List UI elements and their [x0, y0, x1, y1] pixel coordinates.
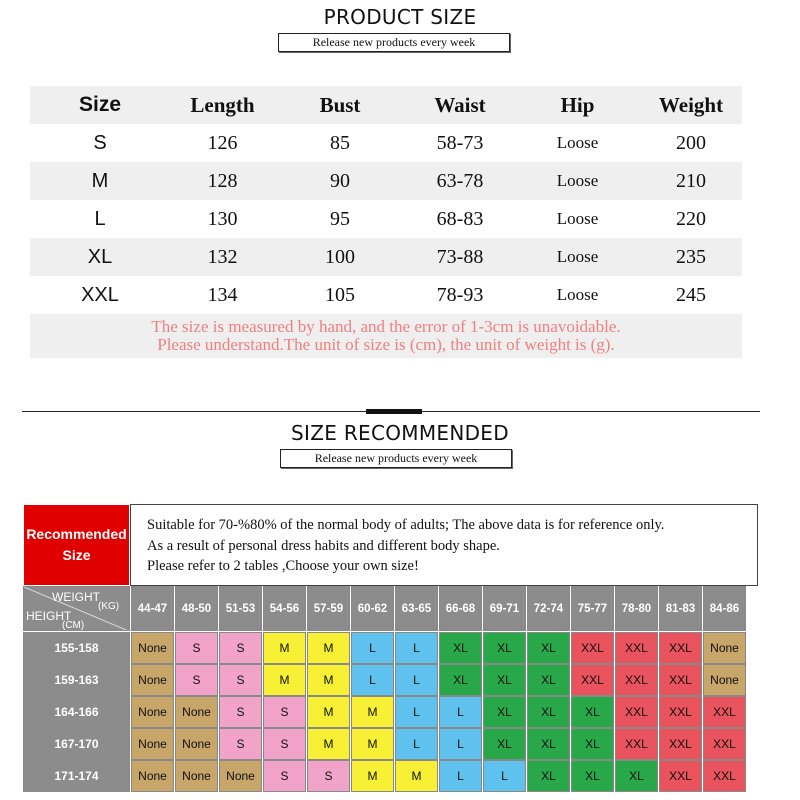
recommended-label-line-1: Recommended [26, 526, 127, 542]
table-row [23, 696, 758, 728]
size-table-header [30, 86, 742, 124]
size-recommend-cell: S [175, 632, 218, 664]
weight-cell: 245 [676, 283, 706, 306]
weight-header-cell: 44-47 [131, 586, 174, 631]
weight-header-cell: 84-86 [703, 586, 746, 631]
weight-header-cell: 81-83 [659, 586, 702, 631]
weight-cell: 200 [676, 131, 706, 154]
bust-cell: 85 [330, 131, 350, 154]
size-cell: M [91, 169, 109, 192]
size-recommend-cell: M [307, 632, 350, 664]
size-recommend-cell: XL [527, 664, 570, 696]
weight-header-cell: 54-56 [263, 586, 306, 631]
height-header-cell: 167-170 [23, 728, 130, 760]
bust-cell: 90 [330, 169, 350, 192]
bust-cell: 95 [330, 207, 350, 230]
size-recommend-cell: XXL [659, 664, 702, 696]
size-recommend-cell: XL [439, 664, 482, 696]
table-row [30, 162, 742, 200]
description-line-3: Please refer to 2 tables ,Choose your own size! [147, 558, 419, 574]
weight-header-cell: 48-50 [175, 586, 218, 631]
weight-cell: 210 [676, 169, 706, 192]
table-row [23, 632, 758, 664]
weight-header-cell: 60-62 [351, 586, 394, 631]
size-recommend-cell: S [219, 664, 262, 696]
length-cell: 130 [207, 207, 238, 230]
size-recommend-cell: L [395, 632, 438, 664]
height-header-cell: 171-174 [23, 760, 130, 792]
size-recommend-cell: M [351, 696, 394, 728]
size-recommend-cell: L [439, 760, 482, 792]
size-recommend-cell: L [439, 728, 482, 760]
size-recommend-cell: None [131, 696, 174, 728]
size-recommend-cell: None [131, 664, 174, 696]
size-recommend-cell: XXL [571, 664, 614, 696]
size-recommend-cell: XL [439, 632, 482, 664]
table-row [23, 728, 758, 760]
size-recommend-cell: XL [527, 760, 570, 792]
product-size-title: PRODUCT SIZE [323, 5, 477, 29]
description-line-1: Suitable for 70-%80% of the normal body of adults; The above data is for reference only. [147, 517, 665, 533]
size-recommend-cell: XXL [703, 696, 746, 728]
size-recommend-cell: XXL [615, 728, 658, 760]
size-recommend-cell: XL [571, 696, 614, 728]
size-recommend-cell: None [175, 696, 218, 728]
header-hip: Hip [560, 92, 595, 117]
size-recommend-cell: XXL [659, 760, 702, 792]
grid-corner-header [23, 586, 130, 631]
header-length: Length [190, 92, 255, 117]
size-recommend-cell: None [131, 728, 174, 760]
size-recommend-cell: None [703, 664, 746, 696]
size-recommend-cell: XL [483, 696, 526, 728]
recommend-grid [23, 586, 758, 792]
waist-cell: 58-73 [436, 131, 484, 154]
hip-cell: Loose [556, 209, 599, 228]
size-recommend-cell: L [395, 664, 438, 696]
weight-header-cell: 63-65 [395, 586, 438, 631]
size-recommend-cell: XL [527, 696, 570, 728]
size-recommend-cell: M [307, 728, 350, 760]
weight-header-cell: 57-59 [307, 586, 350, 631]
size-recommend-cell: S [219, 728, 262, 760]
size-recommended-subtitle: Release new products every week [280, 449, 512, 468]
size-recommend-cell: M [307, 696, 350, 728]
size-recommend-cell: None [175, 728, 218, 760]
size-recommend-cell: L [351, 632, 394, 664]
table-row [30, 124, 742, 162]
table-row [30, 200, 742, 238]
size-recommend-cell: L [351, 664, 394, 696]
note-line-2: Please understand.The unit of size is (cm), the unit of weight is (g). [157, 335, 615, 354]
size-recommend-cell: None [131, 760, 174, 792]
bust-cell: 100 [325, 245, 355, 268]
bust-cell: 105 [325, 283, 355, 306]
size-table [30, 86, 742, 314]
size-recommend-cell: None [131, 632, 174, 664]
size-recommend-cell: S [263, 728, 306, 760]
note-line-1: The size is measured by hand, and the error of 1-3cm is unavoidable. [151, 317, 621, 336]
size-recommend-cell: XL [527, 632, 570, 664]
length-cell: 126 [207, 131, 238, 154]
size-recommend-cell: M [395, 760, 438, 792]
weight-header-cell: 75-77 [571, 586, 614, 631]
height-header-cell: 159-163 [23, 664, 130, 696]
header-bust: Bust [319, 92, 361, 117]
weight-header-cell: 51-53 [219, 586, 262, 631]
table-row [23, 760, 758, 792]
size-recommend-cell: None [175, 760, 218, 792]
size-recommend-cell: S [263, 696, 306, 728]
size-recommend-cell: M [351, 728, 394, 760]
table-row [30, 238, 742, 276]
product-size-subtitle: Release new products every week [278, 33, 510, 52]
waist-cell: 78-93 [436, 283, 484, 306]
corner-cm-label: (CM) [62, 620, 85, 631]
hip-cell: Loose [556, 247, 599, 266]
size-recommend-cell: L [483, 760, 526, 792]
size-cell: S [93, 131, 107, 154]
size-recommend-cell: XL [571, 760, 614, 792]
weight-cell: 235 [676, 245, 706, 268]
size-cell: L [94, 207, 106, 230]
waist-cell: 73-88 [436, 245, 484, 268]
size-recommend-cell: XXL [615, 664, 658, 696]
size-recommend-cell: XL [527, 728, 570, 760]
size-recommend-cell: XXL [659, 728, 702, 760]
table-row [23, 664, 758, 696]
size-recommend-cell: S [219, 696, 262, 728]
size-recommend-cell: XL [615, 760, 658, 792]
size-recommend-cell: XL [483, 728, 526, 760]
size-recommend-cell: L [395, 728, 438, 760]
size-recommend-cell: S [219, 632, 262, 664]
weight-header-cell: 66-68 [439, 586, 482, 631]
hip-cell: Loose [556, 133, 599, 152]
table-row [30, 276, 742, 314]
recommended-description [130, 504, 758, 586]
weight-cell: 220 [676, 207, 706, 230]
size-recommend-cell: L [439, 696, 482, 728]
recommended-label-line-2: Size [62, 547, 91, 563]
size-recommend-cell: XL [571, 728, 614, 760]
size-recommend-cell: M [307, 664, 350, 696]
waist-cell: 63-78 [436, 169, 484, 192]
measurement-note [30, 314, 742, 358]
recommended-size-label [23, 504, 130, 586]
weight-header-cell: 72-74 [527, 586, 570, 631]
size-recommend-cell: S [175, 664, 218, 696]
height-header-cell: 155-158 [23, 632, 130, 664]
header-size: Size [78, 93, 122, 116]
size-recommend-cell: XXL [659, 632, 702, 664]
size-cell: XL [87, 245, 113, 268]
size-recommend-cell: S [263, 760, 306, 792]
length-cell: 134 [207, 283, 238, 306]
length-cell: 132 [207, 245, 238, 268]
description-line-2: As a result of personal dress habits and different body shape. [147, 537, 500, 554]
corner-weight-label: WEIGHT [52, 590, 100, 604]
size-recommend-cell: M [351, 760, 394, 792]
size-cell: XXL [81, 283, 119, 306]
size-recommend-cell: M [263, 664, 306, 696]
size-recommend-cell: XXL [659, 696, 702, 728]
size-recommend-cell: XL [483, 632, 526, 664]
weight-header-cell: 69-71 [483, 586, 526, 631]
corner-kg-label: (KG) [98, 601, 120, 612]
size-recommend-cell: XL [483, 664, 526, 696]
size-recommend-cell: None [219, 760, 262, 792]
section-divider-tab [366, 409, 422, 414]
weight-header-cell: 78-80 [615, 586, 658, 631]
length-cell: 128 [207, 169, 238, 192]
size-recommended-title: SIZE RECOMMENDED [291, 421, 509, 445]
size-recommend-cell: None [703, 632, 746, 664]
hip-cell: Loose [556, 171, 599, 190]
size-recommend-cell: XXL [703, 728, 746, 760]
height-header-cell: 164-166 [23, 696, 130, 728]
header-waist: Waist [434, 92, 486, 117]
size-recommend-cell: XXL [615, 632, 658, 664]
hip-cell: Loose [556, 285, 599, 304]
size-recommend-cell: XXL [615, 696, 658, 728]
header-weight: Weight [658, 92, 724, 117]
size-recommend-cell: S [307, 760, 350, 792]
corner-height-label: HEIGHT [26, 609, 72, 623]
size-recommend-cell: XXL [703, 760, 746, 792]
size-recommend-cell: M [263, 632, 306, 664]
recommend-table [23, 504, 758, 792]
size-recommend-cell: XXL [571, 632, 614, 664]
waist-cell: 68-83 [436, 207, 484, 230]
size-recommend-cell: L [395, 696, 438, 728]
